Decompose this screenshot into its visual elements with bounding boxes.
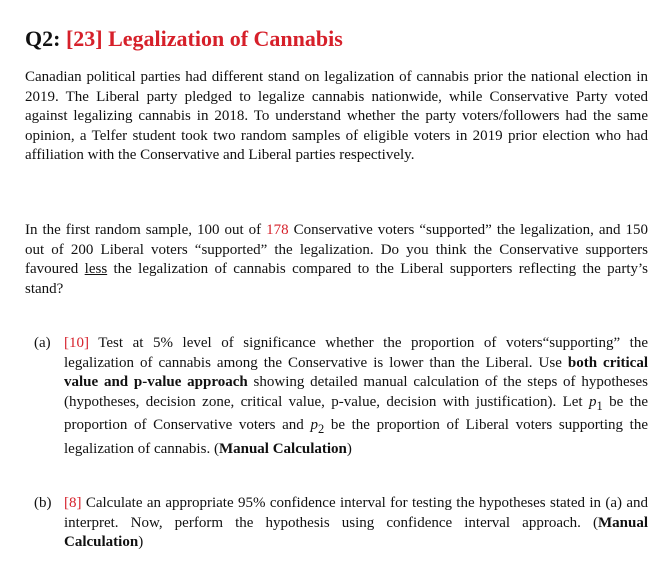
question-points: [23] (65, 26, 103, 51)
part-b-label: (b) (34, 495, 52, 511)
p1-subscript: 1 (596, 398, 603, 413)
part-a-text-4: be the proportion of Liberal voters supporting the legalization of cannabis. ( (64, 417, 648, 457)
part-a-points: [10] (64, 335, 89, 351)
scenario-text-1: In the first random sample, 100 out of (25, 222, 267, 238)
scenario-text-2: Conservative voters “supported” the legalization, and 150 out of 200 Liberal voters “supported” the legalization. Do you think the Conservative supporters favoured (25, 222, 648, 277)
part-a-text-1: Test at 5% level of significance whether the proportion of voters“supporting” the legalization of cannabis among the Conservative is lower than the Liberal. Use (64, 335, 648, 371)
underlined-less: less (84, 261, 108, 277)
p2-subscript: 2 (317, 422, 325, 436)
part-a-text-2: showing detailed manual calculation of the steps of hypotheses (hypotheses, decision zone, critical value, p-value, decision with justification). Let (64, 374, 648, 410)
part-a-text-5: ) (346, 440, 352, 457)
part-a-text-3: be the proportion of Conservative voters and (64, 393, 648, 433)
part-b-text-2: ) (138, 534, 144, 550)
part-b-manual-calculation: Manual Calculation (64, 514, 648, 550)
part-a-label: (a) (34, 335, 51, 351)
p2-symbol: p (310, 417, 318, 433)
question-heading (25, 24, 343, 54)
part-b-points: [8] (64, 495, 82, 511)
question-number: Q2: (25, 26, 61, 51)
p1-symbol: p (588, 393, 597, 410)
intro-paragraph: Canadian political parties had different stand on legalization of cannabis prior the national election in 2019. The Liberal party pledged to legalize cannabis nationwide, while Conservative Party voted against legalizing cannabis in 2018. To understand whether the party voters/followers had the same opinion, a Telfer student took two random samples of eligible voters in 2019 prior election who had affiliation with the Conservative and Liberal parties respectively. (25, 69, 648, 163)
part-a-text (64, 334, 648, 459)
part-a-manual-calculation: Manual Calculation (218, 440, 347, 457)
part-b-text-1: Calculate an appropriate 95% confidence interval for testing the hypotheses stated in (a) and interpret. Now, perform the hypothesis using confidence interval approach. ( (64, 495, 648, 531)
conservative-sample-size: 178 (266, 222, 289, 238)
question-title: Legalization of Cannabis (108, 26, 343, 51)
part-b (34, 494, 648, 553)
part-b-text (64, 494, 648, 553)
part-a (34, 334, 648, 459)
part-a-bold-approach: both critical value and p-value approach (64, 354, 649, 390)
scenario-text-3: the legalization of cannabis compared to the Liberal supporters reflecting the party’s stand? (25, 261, 649, 297)
scenario-paragraph (25, 221, 648, 299)
